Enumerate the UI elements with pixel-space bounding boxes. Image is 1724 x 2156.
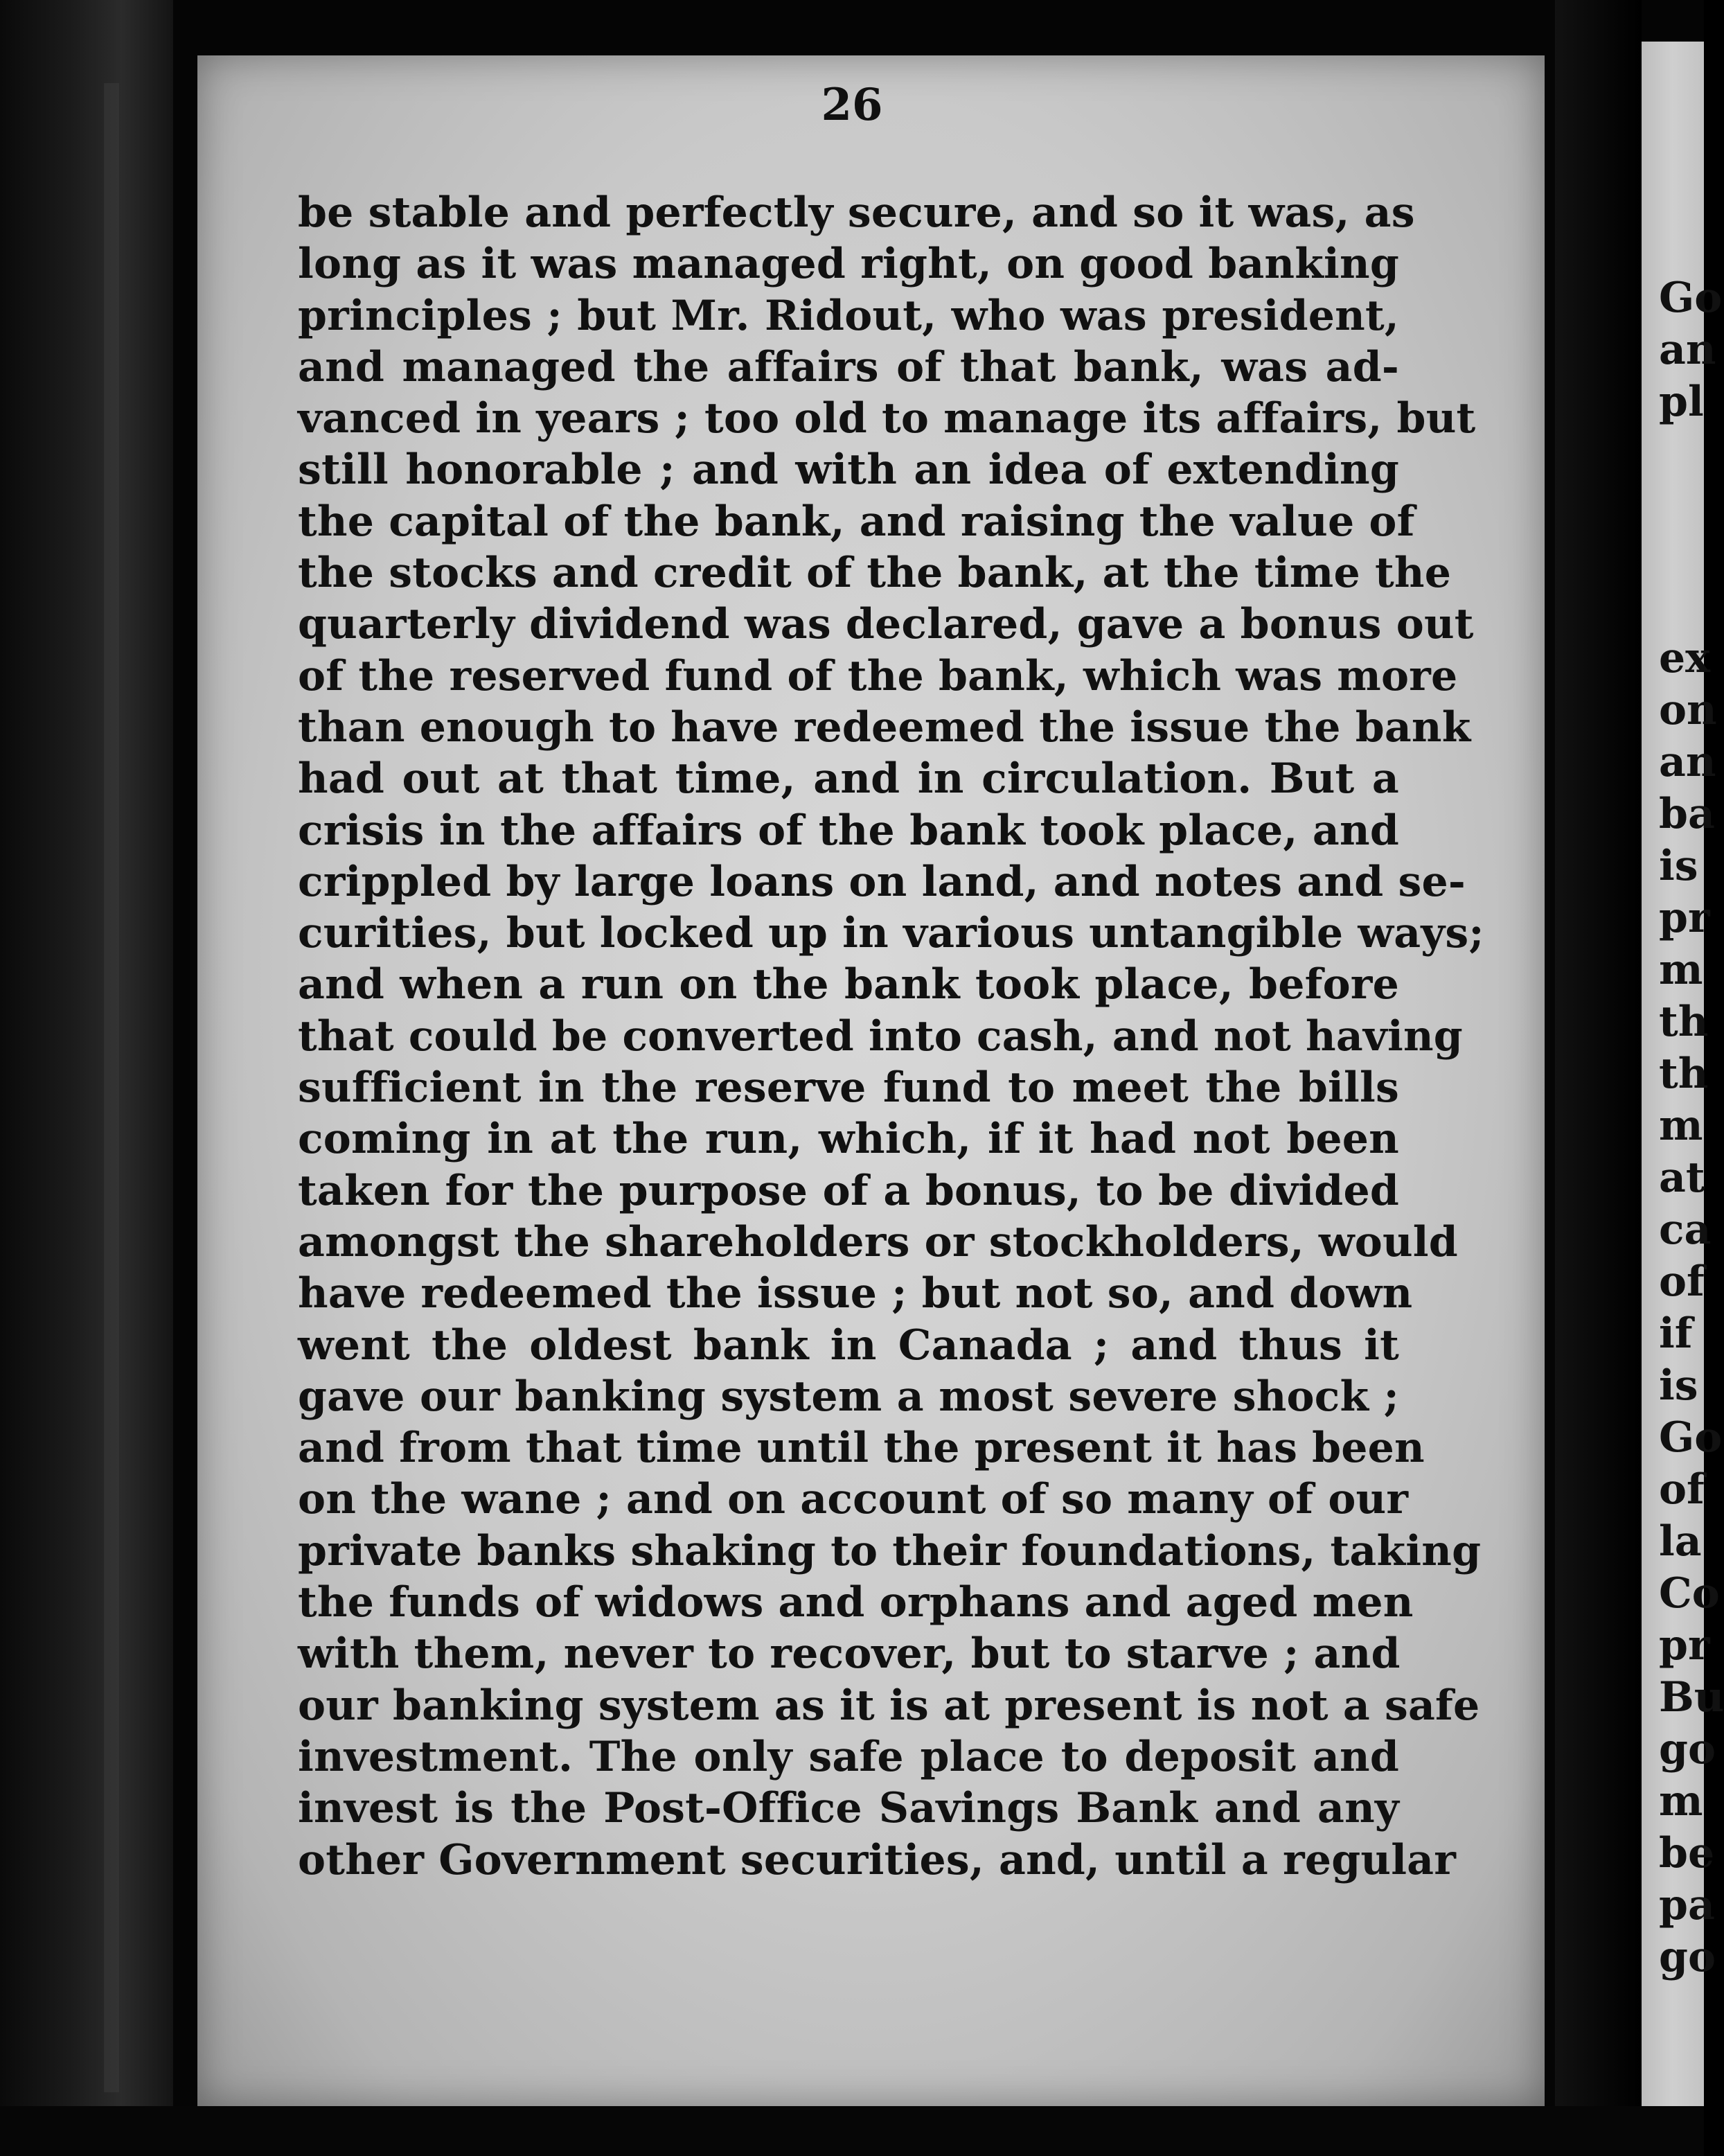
text-line: taken for the purpose of a bonus, to be divided bbox=[298, 1166, 1399, 1215]
text-line: went the oldest bank in Canada ; and thus it bbox=[298, 1320, 1399, 1370]
text-line: the stocks and credit of the bank, at the time the bbox=[298, 549, 1452, 598]
adjacent-fragment: an bbox=[1659, 738, 1716, 786]
text-line: sufficient in the reserve fund to meet the bills bbox=[298, 1063, 1399, 1113]
adjacent-fragment: la bbox=[1659, 1517, 1702, 1566]
adjacent-fragment: is bbox=[1659, 842, 1698, 890]
text-line: quarterly dividend was declared, gave a bonus out bbox=[298, 600, 1474, 649]
text-line: coming in at the run, which, if it had not been bbox=[298, 1115, 1399, 1164]
text-line: that could be converted into cash, and not having bbox=[298, 1011, 1463, 1061]
text-line: vanced in years ; too old to manage its affairs, but bbox=[298, 394, 1476, 443]
page-body-text bbox=[298, 187, 1484, 1886]
adjacent-fragment: m bbox=[1659, 1777, 1703, 1826]
text-line: invest is the Post-Office Savings Bank and any bbox=[298, 1784, 1399, 1833]
text-line: crippled by large loans on land, and notes and se- bbox=[298, 857, 1466, 906]
text-line: of the reserved fund of the bank, which was more bbox=[298, 651, 1458, 700]
text-line: on the wane ; and on account of so many of our bbox=[298, 1475, 1409, 1524]
text-line: amongst the shareholders or stockholders, would bbox=[298, 1217, 1458, 1266]
adjacent-fragment: pa bbox=[1659, 1881, 1715, 1929]
text-line: curities, but locked up in various untangible ways; bbox=[298, 909, 1484, 958]
adjacent-fragment: on bbox=[1659, 686, 1717, 734]
adjacent-fragment: th bbox=[1659, 1050, 1709, 1098]
text-line: have redeemed the issue ; but not so, and down bbox=[298, 1269, 1413, 1318]
adjacent-fragment: Go bbox=[1659, 1413, 1723, 1462]
adjacent-fragment: ca bbox=[1659, 1205, 1712, 1254]
adjacent-fragment: Bu bbox=[1659, 1673, 1724, 1722]
page-gutter bbox=[1555, 0, 1642, 2156]
text-line: long as it was managed right, on good banking bbox=[298, 240, 1399, 289]
text-line: principles ; but Mr. Ridout, who was president, bbox=[298, 291, 1399, 340]
adjacent-fragment: of bbox=[1659, 1465, 1705, 1514]
text-line: with them, never to recover, but to starve ; and bbox=[298, 1629, 1401, 1679]
adjacent-fragment: at bbox=[1659, 1154, 1705, 1202]
text-line: had out at that time, and in circulation. But a bbox=[298, 754, 1399, 804]
scan-bottom-edge bbox=[0, 2106, 1704, 2156]
adjacent-fragment: of bbox=[1659, 1257, 1705, 1306]
page-number: 26 bbox=[821, 79, 883, 131]
adjacent-fragment: m bbox=[1659, 1102, 1703, 1150]
text-line: investment. The only safe place to deposit and bbox=[298, 1732, 1399, 1781]
text-line: and when a run on the bank took place, before bbox=[298, 960, 1399, 1009]
adjacent-fragment: m bbox=[1659, 946, 1703, 994]
book-binding-edge bbox=[0, 0, 173, 2156]
adjacent-fragment: ba bbox=[1659, 790, 1715, 838]
adjacent-fragment: Co bbox=[1659, 1569, 1720, 1618]
text-line: crisis in the affairs of the bank took place, and bbox=[298, 806, 1399, 855]
text-line: the capital of the bank, and raising the value of bbox=[298, 497, 1415, 546]
adjacent-fragment: Go bbox=[1659, 274, 1723, 322]
adjacent-fragment: if bbox=[1659, 1309, 1693, 1358]
adjacent-fragment: is bbox=[1659, 1361, 1698, 1410]
text-line: still honorable ; and with an idea of extending bbox=[298, 445, 1399, 495]
binding-shadow bbox=[104, 83, 119, 2092]
text-line: other Government securities, and, until a regular bbox=[298, 1835, 1457, 1884]
text-line: and managed the affairs of that bank, was ad- bbox=[298, 342, 1399, 391]
adjacent-fragment: go bbox=[1659, 1725, 1716, 1774]
text-line: gave our banking system a most severe shock ; bbox=[298, 1372, 1399, 1421]
adjacent-fragment: pr bbox=[1659, 894, 1710, 942]
adjacent-fragment: be bbox=[1659, 1829, 1715, 1877]
adjacent-fragment: th bbox=[1659, 998, 1709, 1046]
adjacent-fragment: pr bbox=[1659, 1621, 1710, 1670]
text-line: and from that time until the present it has been bbox=[298, 1424, 1425, 1473]
text-line: than enough to have redeemed the issue the bank bbox=[298, 703, 1471, 752]
text-line: the funds of widows and orphans and aged men bbox=[298, 1578, 1414, 1627]
text-line: private banks shaking to their foundations, taking bbox=[298, 1526, 1482, 1575]
adjacent-fragment: an bbox=[1659, 326, 1716, 374]
adjacent-fragment: ex bbox=[1659, 634, 1710, 682]
adjacent-fragment: pl bbox=[1659, 378, 1704, 426]
adjacent-fragment: go bbox=[1659, 1933, 1716, 1981]
text-line: our banking system as it is at present is not a safe bbox=[298, 1681, 1480, 1730]
text-line: be stable and perfectly secure, and so it was, as bbox=[298, 188, 1415, 237]
